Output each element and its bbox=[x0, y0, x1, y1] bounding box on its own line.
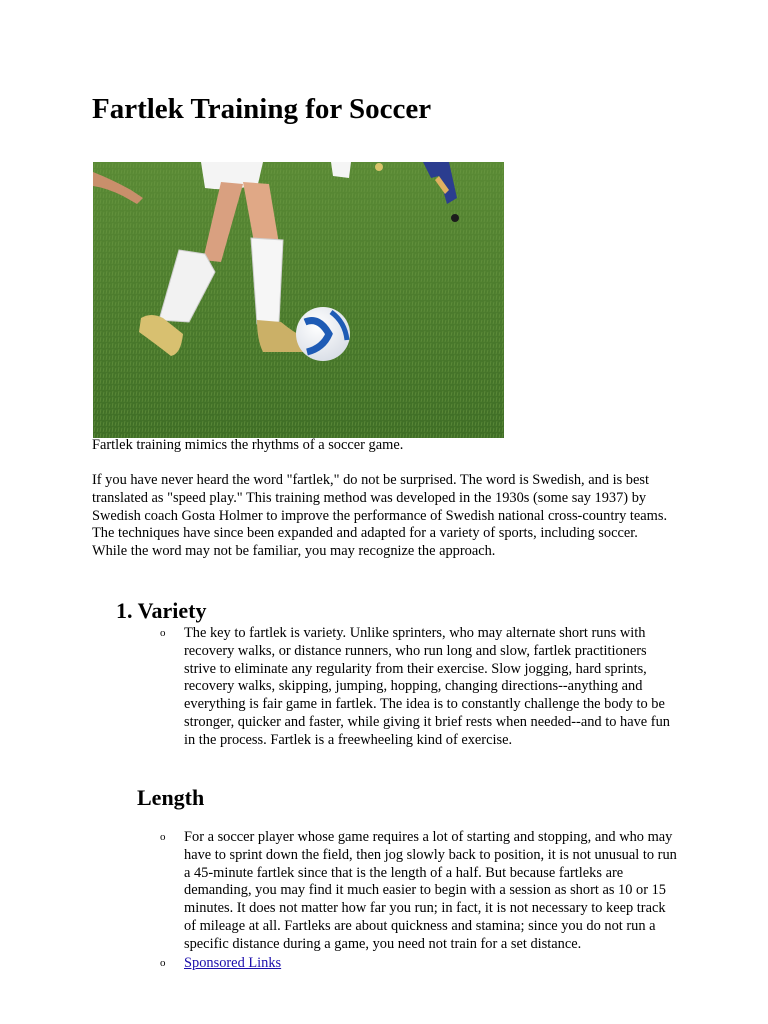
length-list bbox=[160, 829, 680, 972]
soccer-photo bbox=[93, 162, 504, 438]
list-item-text: The key to fartlek is variety. Unlike sprinters, who may alternate short runs with recovery walks, or distance runners, who run long and slow, fartlek practitioners strive to eliminate any regularity from their exercise. Slow jogging, hard sprints, recovery walks, skipping, jumping, hopping, changing directions--anything and everything is fair game in fartlek. The idea is to constantly challenge the body to be stronger, quicker and faster, while giving it brief rests when needed--and to have fun in the process. Fartlek is a freewheeling kind of exercise. bbox=[184, 625, 670, 748]
image-caption: Fartlek training mimics the rhythms of a soccer game. bbox=[92, 437, 404, 453]
bullet-marker: o bbox=[160, 831, 166, 843]
sponsored-links-link[interactable]: Sponsored Links bbox=[184, 954, 282, 971]
intro-paragraph: If you have never heard the word "fartlek," do not be surprised. The word is Swedish, and is best translated as "speed play." This training method was developed in the 1930s (some say 1937) by Swedish coach Gosta Holmer to improve the performance of Swedish national cross-country teams. The techniques have since been expanded and adapted for a variety of sports, including soccer. While the word may not be familiar, you may recognize the approach. bbox=[92, 472, 668, 560]
variety-list bbox=[160, 625, 680, 750]
list-item bbox=[160, 955, 680, 973]
list-item bbox=[160, 625, 680, 750]
bullet-marker: o bbox=[160, 627, 166, 639]
list-item bbox=[160, 829, 680, 954]
page-title: Fartlek Training for Soccer bbox=[92, 93, 432, 125]
list-item-text: For a soccer player whose game requires a lot of starting and stopping, and who may have to sprint down the field, then jog slowly back to position, it is not unusual to run a 45-minute fartlek since that is the length of a half. But because fartleks are demanding, you may find it much easier to begin with a session as short as 10 or 15 minutes. It does not matter how far you run; in fact, it is not necessary to keep track of mileage at all. Fartleks are about quickness and stamina; since you do not run a specific distance during a game, you need not train for a set distance. bbox=[184, 829, 677, 952]
bullet-marker: o bbox=[160, 956, 166, 969]
section-heading-length: Length bbox=[137, 785, 205, 810]
section-heading-variety: 1. Variety bbox=[116, 598, 207, 623]
